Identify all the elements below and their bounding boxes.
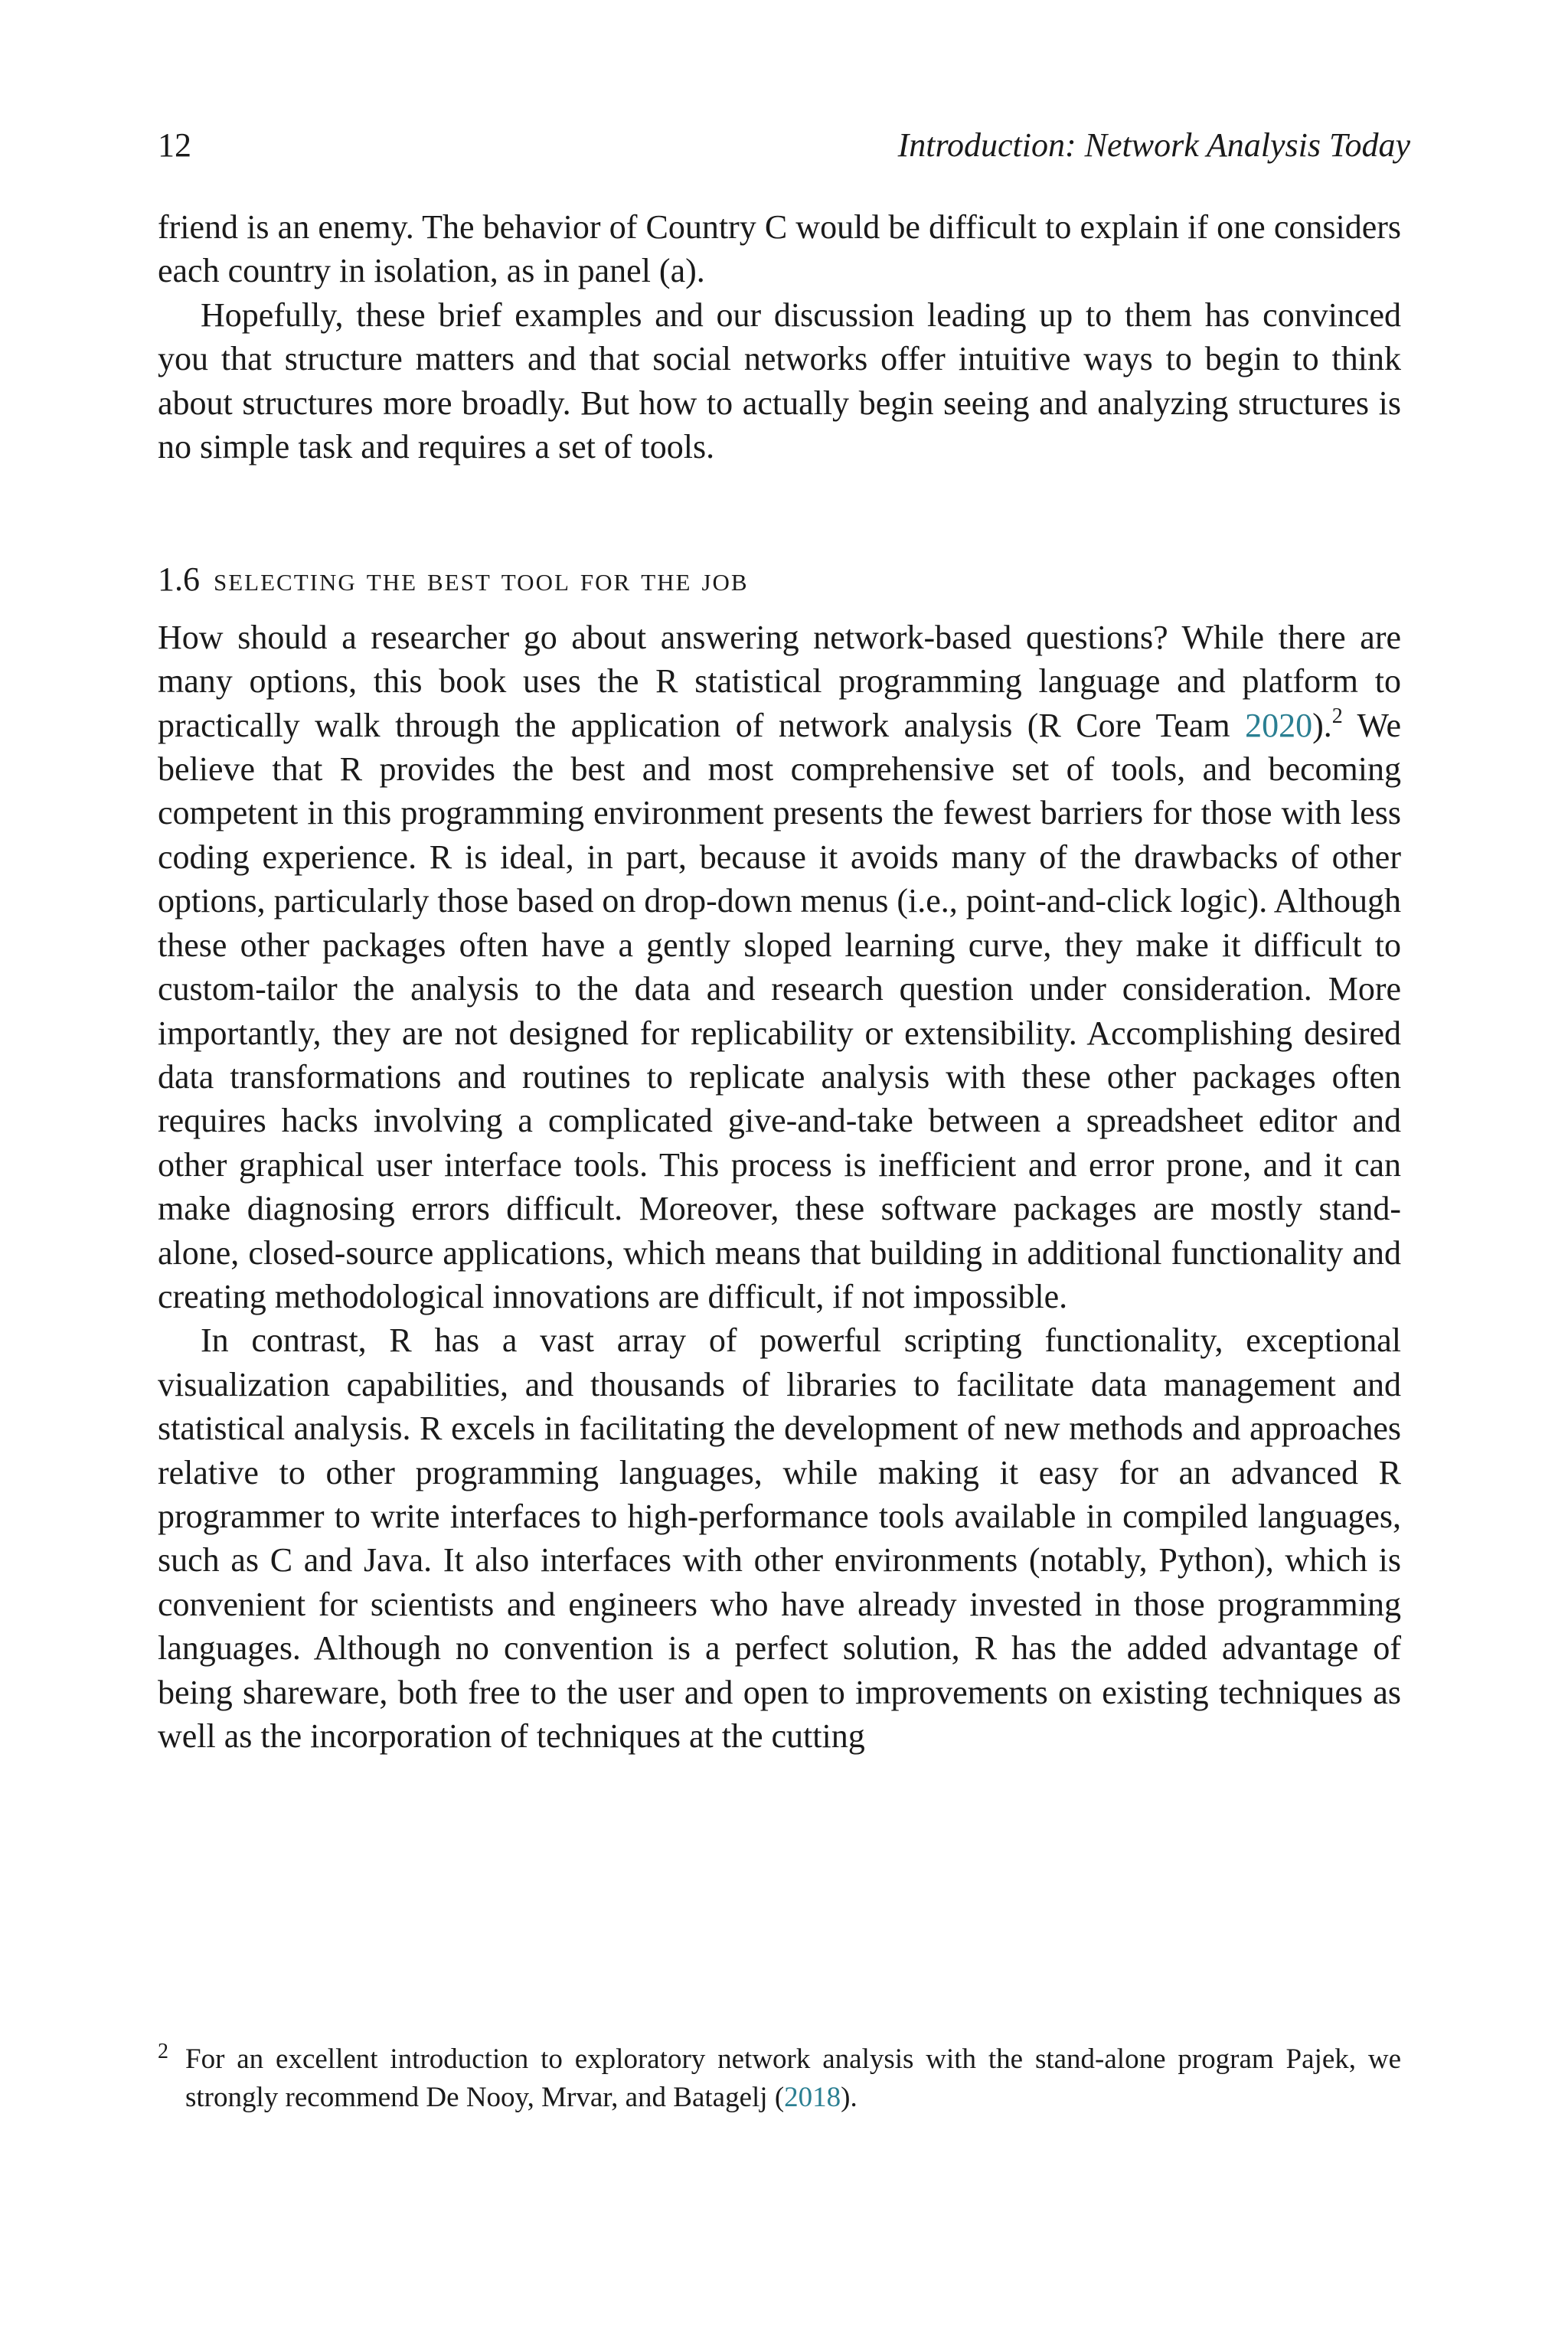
section-heading — [158, 557, 1401, 601]
body-text — [158, 205, 1401, 1758]
section-title: selecting the best tool for the job — [214, 560, 749, 599]
paragraph-continued: friend is an enemy. The behavior of Country C would be difficult to explain if one considers each country in isolation, as in panel (a). — [158, 208, 1401, 290]
footnote-text-part: For an excellent introduction to exploratory network analysis with the stand-alone program Pajek, we strongly recommend De Nooy, Mrvar, and Batagelj ( — [185, 2043, 1401, 2113]
citation-link-2018[interactable]: 2018 — [784, 2082, 841, 2113]
footnote-text-part: ). — [841, 2082, 858, 2113]
footnote-text — [185, 2040, 1401, 2117]
paragraph-text: How should a researcher go about answering network-based questions? While there are many options, this book uses the R statistical programming language and platform to practically walk through the application of network analysis (R Core Team — [158, 618, 1401, 744]
section-number: 1.6 — [158, 560, 200, 599]
running-head — [158, 122, 1410, 168]
paragraph-hopefully: Hopefully, these brief examples and our discussion leading up to them has convinced you that structure matters and that social networks offer intuitive ways to begin to think about structures more broadly. But how to actually begin seeing and analyzing structures is no simple task and requires a set of tools. — [158, 296, 1401, 466]
paragraph-text: ). — [1312, 706, 1332, 744]
paragraph-text: We believe that R provides the best and most comprehensive set of tools, and becoming competent in this programming environment presents the fewest barriers for those with less coding experience. R is ideal, in part, because it avoids many of the drawbacks of other options, particularly those based on drop-down menus (i.e., point-and-click logic). Although these other packages often have a gently sloped learning curve, they make it difficult to custom-tailor the analysis to the data and research question under consideration. More importantly, they are not designed for replicability or extensibility. Accomplishing desired data transformations and routines to replicate analysis with these other packages often requires hacks involving a complicated give-and-take between a spreadsheet editor and other graphical user interface tools. This process is inefficient and error prone, and it can make diagnosing errors difficult. Moreover, these software packages are mostly stand-alone, closed-source applications, which means that building in additional functionality and creating methodological innovations are difficult, if not impossible. — [158, 706, 1402, 1315]
footnote — [158, 2040, 1401, 2117]
paragraph-selecting-tool — [158, 616, 1401, 1319]
footnote-marker: 2 — [158, 2040, 168, 2063]
page-number: 12 — [158, 126, 191, 164]
citation-link-2020[interactable]: 2020 — [1245, 706, 1313, 744]
paragraph-in-contrast: In contrast, R has a vast array of powerful scripting functionality, exceptional visualization capabilities, and thousands of libraries to facilitate data management and statistical analysis. R excels in facilitating the development of new methods and approaches relative to other programming languages, while making it easy for an advanced R programmer to write interfaces to high-performance tools available in compiled languages, such as C and Java. It also interfaces with other environments (notably, Python), which is convenient for scientists and engineers who have already invested in those programming languages. Although no convention is a perfect solution, R has the added advantage of being shareware, both free to the user and open to improvements on existing techniques as well as the incorporation of techniques at the cutting — [158, 1321, 1401, 1755]
footnote-reference[interactable]: 2 — [1331, 704, 1343, 728]
running-title: Introduction: Network Analysis Today — [897, 126, 1410, 164]
